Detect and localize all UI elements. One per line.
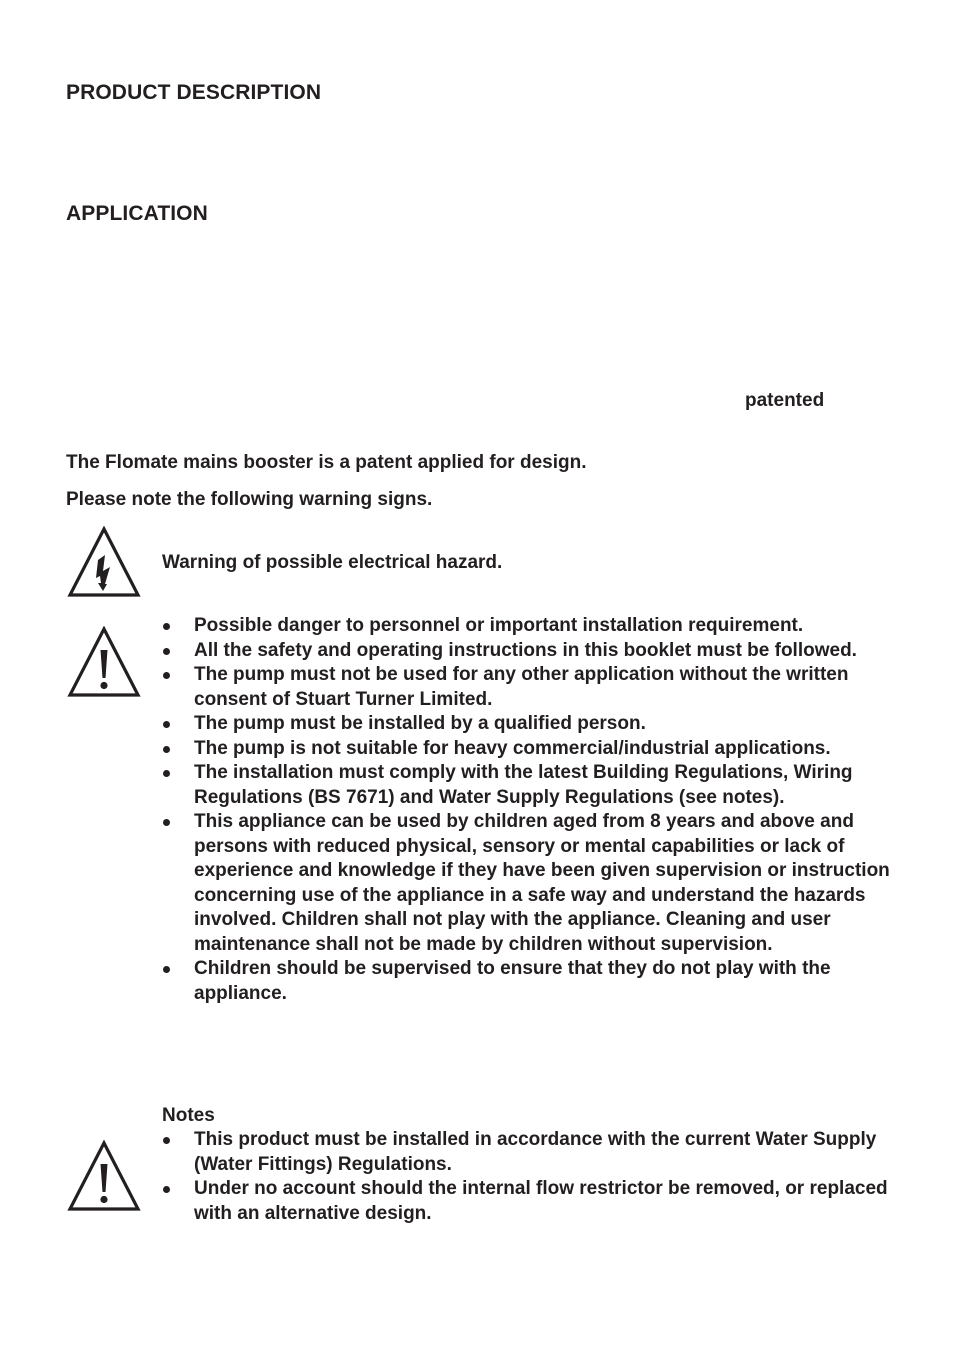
bullet-icon [163, 770, 170, 777]
caution-icon [67, 1140, 141, 1212]
bullet-icon [163, 966, 170, 973]
list-item: Children should be supervised to ensure that they do not play with the appliance. [162, 957, 892, 1006]
bullet-icon [163, 746, 170, 753]
list-item: Possible danger to personnel or important installation requirement. [162, 614, 892, 639]
electrical-warning-text: Warning of possible electrical hazard. [162, 552, 503, 573]
list-item: The pump must not be used for any other application without the written consent of Stuart Turner Limited. [162, 663, 892, 712]
list-item: This appliance can be used by children aged from 8 years and above and persons with reduced physical, sensory or mental capabilities or lack of experience and knowledge if they have been given supervision or instruction concerning use of the appliance in a safe way and understand the hazards involved. Children shall not play with the appliance. Cleaning and user maintenance shall not be made by children without supervision. [162, 810, 892, 957]
bullet-icon [163, 648, 170, 655]
warning-intro: Please note the following warning signs. [66, 489, 433, 510]
notes-title: Notes [162, 1105, 215, 1126]
list-item: Under no account should the internal flow restrictor be removed, or replaced with an alternative design. [162, 1177, 892, 1226]
patented-label: patented [745, 390, 825, 411]
bullet-icon [163, 1137, 170, 1144]
heading-product-description: PRODUCT DESCRIPTION [66, 81, 322, 104]
list-item: The pump is not suitable for heavy commercial/industrial applications. [162, 737, 892, 762]
bullet-icon [163, 721, 170, 728]
bullet-icon [163, 1186, 170, 1193]
list-item: The installation must comply with the latest Building Regulations, Wiring Regulations (BS 7671) and Water Supply Regulations (see notes). [162, 761, 892, 810]
general-warning-list [162, 614, 892, 1006]
heading-application: APPLICATION [66, 202, 208, 225]
bullet-icon [163, 623, 170, 630]
electrical-hazard-icon [67, 526, 141, 598]
bullet-icon [163, 672, 170, 679]
caution-icon [67, 626, 141, 698]
bullet-icon [163, 819, 170, 826]
list-item: The pump must be installed by a qualified person. [162, 712, 892, 737]
patent-statement: The Flomate mains booster is a patent applied for design. [66, 452, 587, 473]
notes-list [162, 1128, 892, 1226]
list-item: All the safety and operating instructions in this booklet must be followed. [162, 639, 892, 664]
list-item: This product must be installed in accordance with the current Water Supply (Water Fittings) Regulations. [162, 1128, 892, 1177]
